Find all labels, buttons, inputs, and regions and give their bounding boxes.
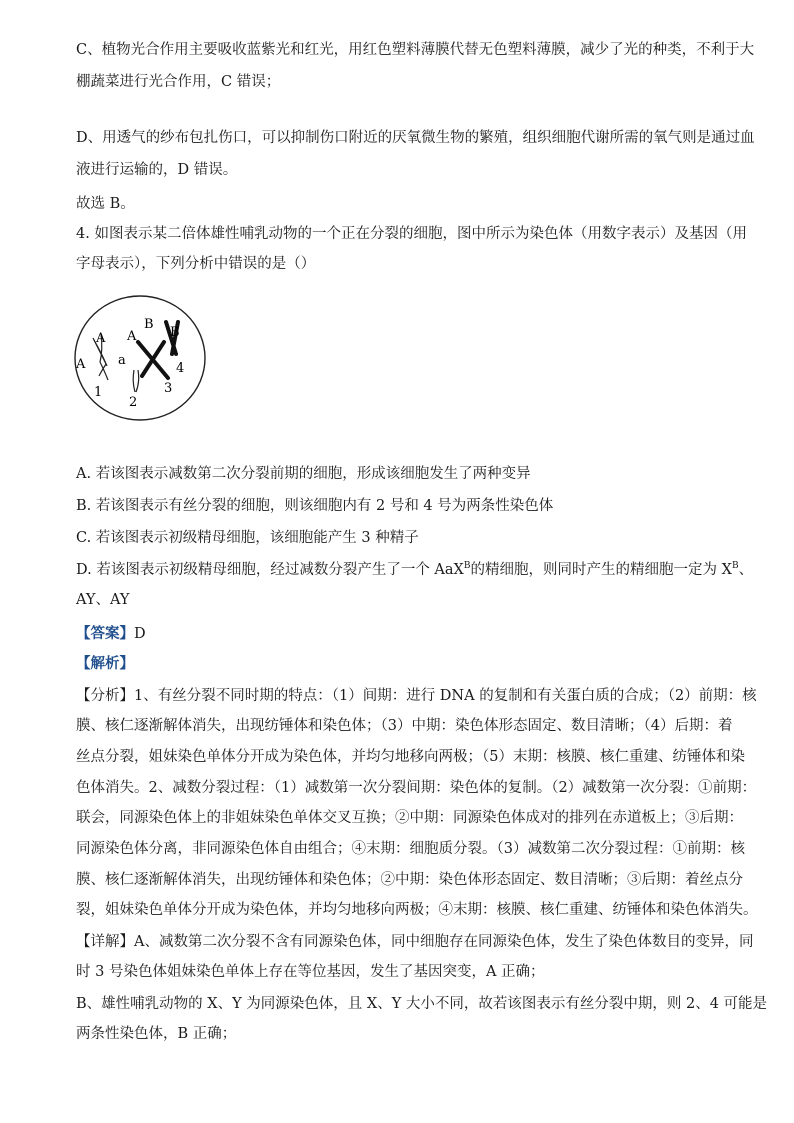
chromosome-2 <box>133 370 138 392</box>
text-line: 故选 B。 <box>76 196 135 212</box>
analysis-line: 丝点分裂，姐妹染色单体分开成为染色体，并均匀地移向两极；（5）末期：核膜、核仁重建、纺锤体和染 <box>76 749 745 765</box>
chromosome-number: 2 <box>129 395 138 410</box>
gene-label: A <box>127 329 137 344</box>
text-line: 棚蔬菜进行光合作用，C 错误； <box>76 74 281 90</box>
option-d-cont: AY、AY <box>76 592 130 608</box>
detail-line: 【详解】A、减数第二次分裂不含有同源染色体，同中细胞存在同源染色体，发生了染色体数目的变异，同 <box>76 934 754 950</box>
chromosome-number: 1 <box>94 385 103 400</box>
analysis-line: 膜、核仁逐渐解体消失，出现纺锤体和染色体；（3）中期：染色体形态固定、数目清晰；（4）后期：着 <box>76 718 733 734</box>
gene-label: A <box>76 357 86 372</box>
analysis-line: 色体消失。2、减数分裂过程：（1）减数第一次分裂间期：染色体的复制。（2）减数第一次分裂：①前期： <box>76 780 757 796</box>
cell-diagram <box>72 292 214 424</box>
gene-label: A <box>96 331 106 346</box>
gene-label: a <box>118 353 126 368</box>
text-line: D、用透气的纱布包扎伤口，可以抑制伤口附近的厌氧微生物的繁殖，组织细胞代谢所需的氧气则是通过血 <box>76 130 755 146</box>
gene-label: B <box>170 325 180 340</box>
option-d: D. 若该图表示初级精母细胞，经过减数分裂产生了一个 AaX$^B$的精细胞，则同时产生的精细胞一定为 $X^B$、 <box>76 561 754 578</box>
detail-line: 两条性染色体，B 正确； <box>76 1026 237 1042</box>
analysis-line: 裂，姐妹染色单体分开成为染色体，并均匀地移向两极；④末期：核膜、核仁重建、纺锤体和染色体消失。 <box>76 902 758 918</box>
option-c: C. 若该图表示初级精母细胞，该细胞能产生 3 种精子 <box>76 530 419 546</box>
question-4-line: 字母表示），下列分析中错误的是（） <box>76 256 316 272</box>
chromosome-number: 4 <box>176 361 185 376</box>
detail-line: 时 3 号染色体姐妹染色单体上存在等位基因，发生了基因突变，A 正确； <box>76 964 545 980</box>
analysis-heading: 【解析】 <box>76 655 134 672</box>
chromosome-number: 3 <box>164 381 173 396</box>
analysis-line: 同源染色体分离，非同源染色体自由组合；④末期：细胞质分裂。（3）减数第二次分裂过程：①前期：核 <box>76 841 745 857</box>
answer: 【答案】D <box>76 625 146 642</box>
detail-line: B、雄性哺乳动物的 X、Y 为同源染色体，且 X、Y 大小不同，故若该图表示有丝分裂中期，则 2、4 可能是 <box>76 996 768 1012</box>
option-b: B. 若该图表示有丝分裂的细胞，则该细胞内有 2 号和 4 号为两条性染色体 <box>76 498 554 514</box>
gene-label: B <box>144 317 154 332</box>
analysis-line: 膜、核仁逐渐解体消失，出现纺锤体和染色体；②中期：染色体形态固定、数目清晰；③后期：着丝点分 <box>76 872 743 888</box>
chromosome-3 <box>138 342 168 378</box>
analysis-line: 【分析】1、有丝分裂不同时期的特点：（1）间期：进行 DNA 的复制和有关蛋白质的合成；（2）前期：核 <box>76 688 757 704</box>
text-line: C、植物光合作用主要吸收蓝紫光和红光，用红色塑料薄膜代替无色塑料薄膜，减少了光的种类，不利于大 <box>76 42 755 58</box>
option-a: A. 若该图表示减数第二次分裂前期的细胞，形成该细胞发生了两种变异 <box>76 466 531 482</box>
text-line: 液进行运输的，D 错误。 <box>76 162 238 178</box>
question-4-line: 4. 如图表示某二倍体雄性哺乳动物的一个正在分裂的细胞，图中所示为染色体（用数字表示）及基因（用 <box>76 226 747 242</box>
analysis-line: 联会，同源染色体上的非姐妹染色单体交叉互换；②中期：同源染色体成对的排列在赤道板上；③后期： <box>76 810 743 826</box>
